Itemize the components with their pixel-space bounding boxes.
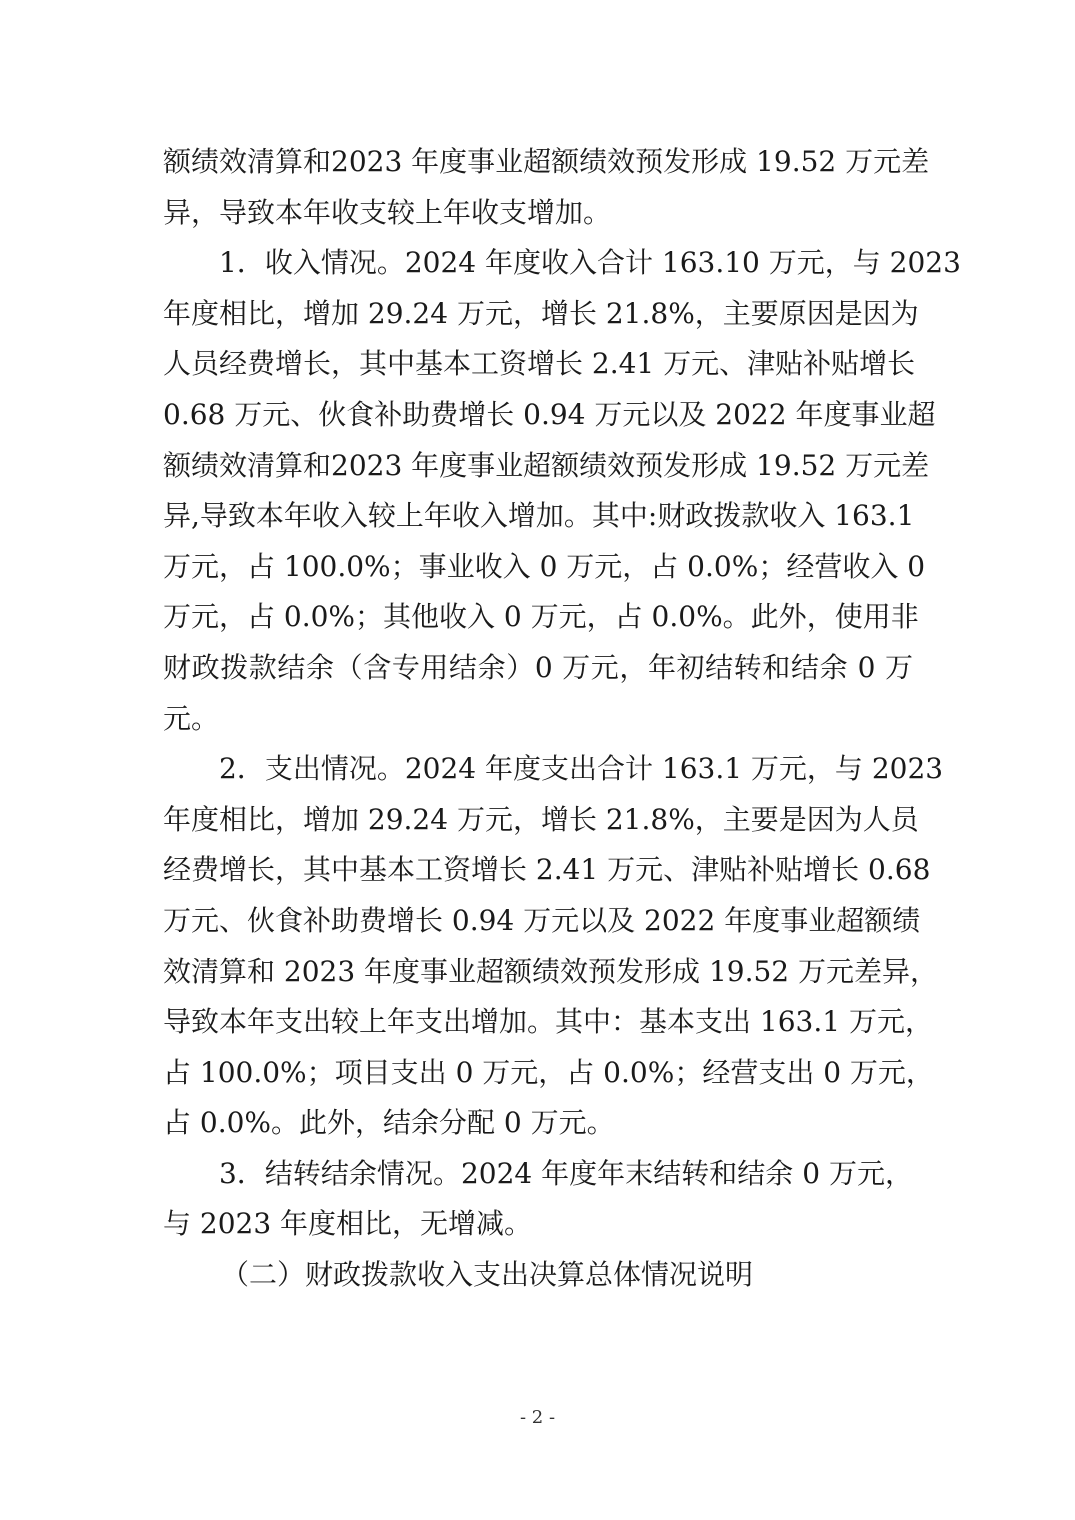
body-text (163, 137, 961, 1301)
text-line: 0.68 万元、伙食补助费增长 0.94 万元以及 2022 年度事业超 (163, 397, 936, 431)
text-line: 元。 (163, 701, 220, 735)
text-line: 经费增长，其中基本工资增长 2.41 万元、津贴补贴增长 0.68 (163, 853, 931, 887)
text-line: 年度相比，增加 29.24 万元，增长 21.8%，主要原因是因为 (163, 296, 919, 330)
text-line: 年度相比，增加 29.24 万元，增长 21.8%，主要是因为人员 (163, 802, 919, 836)
text-line: 占 100.0%；项目支出 0 万元，占 0.0%；经营支出 0 万元， (163, 1055, 934, 1089)
expense-section-line: 2．支出情况。2024 年度支出合计 163.1 万元，与 2023 (219, 752, 944, 786)
text-line: 万元，占 100.0%；事业收入 0 万元，占 0.0%；经营收入 0 (163, 549, 926, 583)
section-heading: （二）财政拨款收入支出决算总体情况说明 (221, 1258, 754, 1292)
text-line: 额绩效清算和2023 年度事业超额绩效预发形成 19.52 万元差 (163, 448, 930, 482)
page-number: - 2 - (519, 1407, 556, 1428)
income-section-line: 1．收入情况。2024 年度收入合计 163.10 万元，与 2023 (219, 246, 961, 280)
balance-section-line: 3．结转结余情况。2024 年度年末结转和结余 0 万元， (219, 1156, 913, 1190)
text-line: 财政拨款结余（含专用结余）0 万元，年初结转和结余 0 万 (163, 650, 913, 684)
text-line: 异，导致本年收支较上年收支增加。 (163, 195, 612, 229)
text-line: 万元、伙食补助费增长 0.94 万元以及 2022 年度事业超额绩 (163, 903, 921, 937)
text-line: 人员经费增长，其中基本工资增长 2.41 万元、津贴补贴增长 (163, 347, 916, 381)
text-line: 导致本年支出较上年支出增加。其中：基本支出 163.1 万元， (163, 1005, 933, 1039)
text-line: 占 0.0%。此外，结余分配 0 万元。 (163, 1106, 615, 1140)
text-line: 额绩效清算和2023 年度事业超额绩效预发形成 19.52 万元差 (163, 145, 930, 178)
text-line: 异,导致本年收入较上年收入增加。其中:财政拨款收入 163.1 (163, 499, 915, 533)
text-line: 效清算和 2023 年度事业超额绩效预发形成 19.52 万元差异， (163, 954, 939, 988)
text-line: 与 2023 年度相比，无增减。 (163, 1207, 533, 1241)
text-line: 万元，占 0.0%；其他收入 0 万元，占 0.0%。此外，使用非 (163, 600, 919, 634)
